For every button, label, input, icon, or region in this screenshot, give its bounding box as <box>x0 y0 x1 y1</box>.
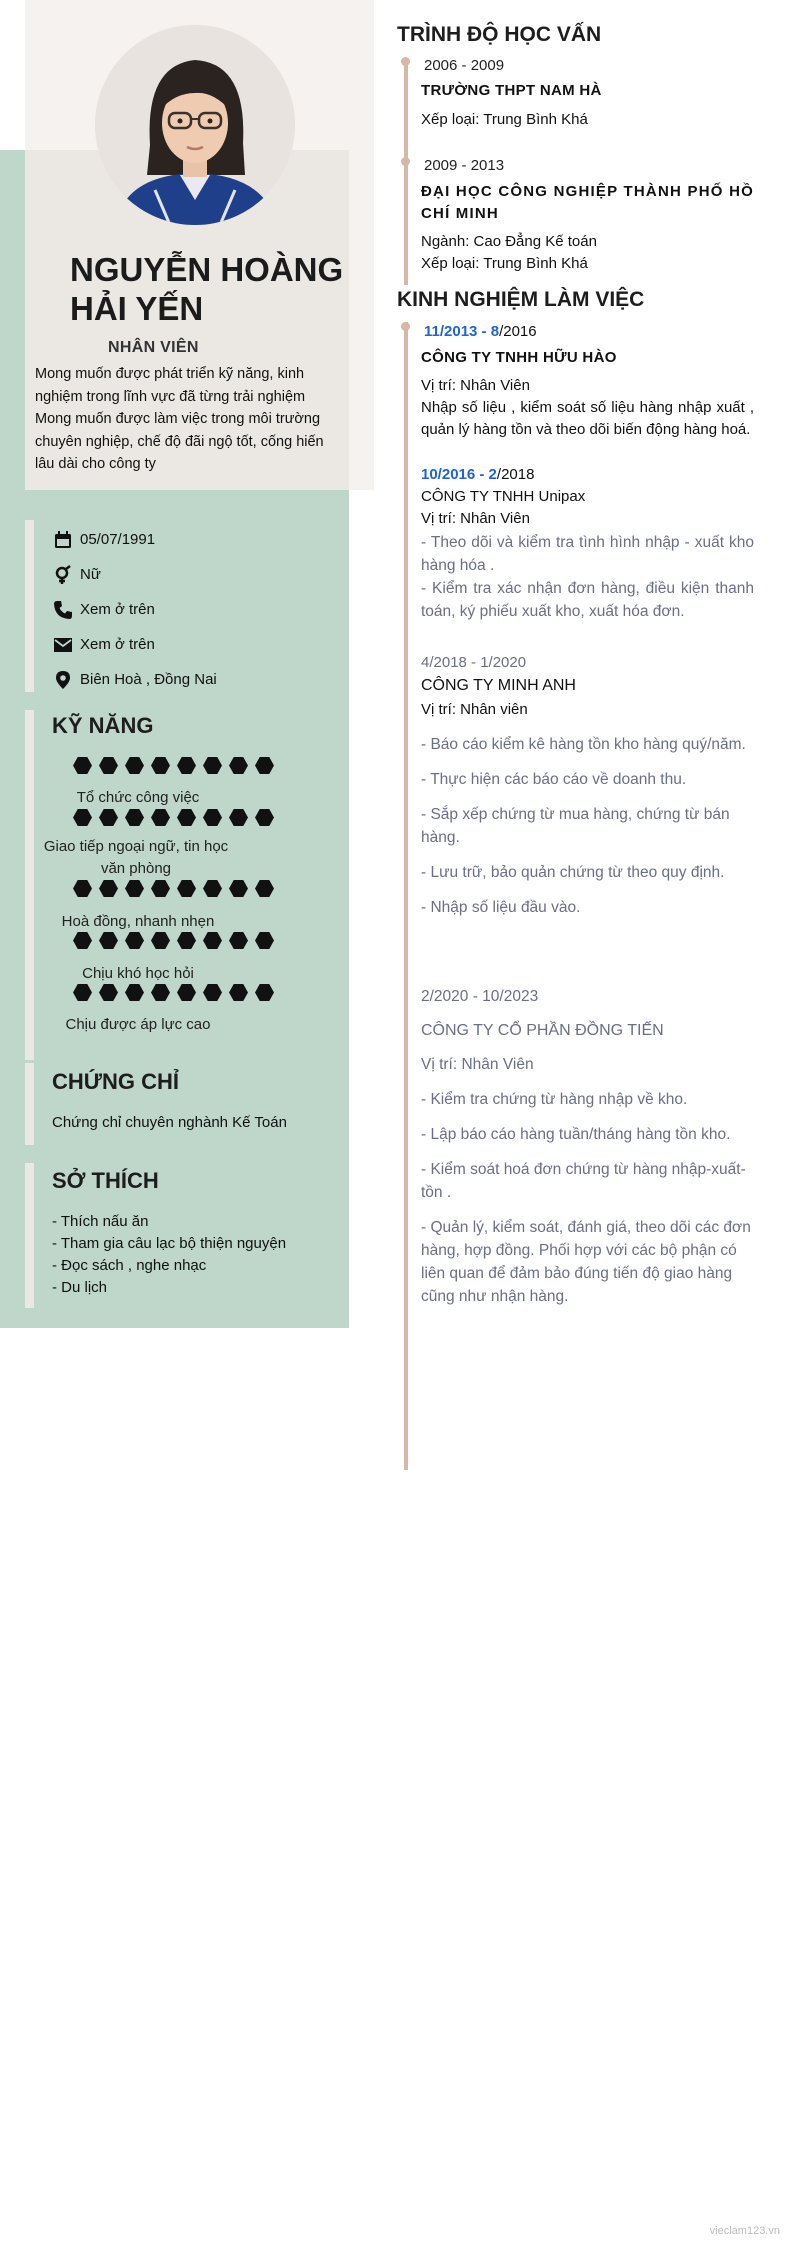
timeline-dot <box>401 157 410 166</box>
experience-timeline <box>404 322 408 1470</box>
hobby-list <box>52 1211 286 1299</box>
job-period-4: 2/2020 - 10/2023 <box>421 988 539 1005</box>
gender-icon <box>52 564 74 586</box>
certificates-strip <box>25 1063 34 1145</box>
skill-rating-1 <box>73 757 274 774</box>
name-line-2: HẢI YẾN <box>70 290 204 327</box>
job-position-3: Vị trí: Nhân viên <box>421 701 528 718</box>
skills-strip <box>25 710 34 1060</box>
contact-address <box>52 662 342 697</box>
hobby-item: - Tham gia câu lạc bộ thiện nguyện <box>52 1235 287 1252</box>
job-desc-2: - Theo dõi và kiểm tra tình hình nhập - xuất kho hàng hóa . - Kiểm tra xác nhận đơn hàng, điều kiện thanh toán, ký phiếu xuất kho, xuất hóa đơn. <box>421 534 754 620</box>
edu-grade-2: Xếp loại: Trung Bình Khá <box>421 255 588 272</box>
edu-period-1: 2006 - 2009 <box>424 57 505 74</box>
skill-rating-5 <box>73 984 274 1001</box>
job-period-2: 10/2016 - 2/2018 <box>421 466 535 483</box>
job-company-2: CÔNG TY TNHH Unipax <box>421 488 586 505</box>
name-line-1: NGUYỄN HOÀNG <box>70 251 344 288</box>
education-timeline <box>404 60 408 285</box>
experience-title: KINH NGHIỆM LÀM VIỆC <box>397 288 645 311</box>
job-title: NHÂN VIÊN <box>108 339 199 356</box>
job-desc-1: Nhập số liệu , kiểm soát số liệu hàng nhập xuất , quản lý hàng tồn và theo dõi biến động hàng hoá. <box>421 399 754 438</box>
watermark: vieclam123.vn <box>709 2225 780 2237</box>
job-period-1: 11/2013 - 8/2016 <box>424 323 537 340</box>
gender-text: Nữ <box>80 566 101 583</box>
address-text: Biên Hoà , Đồng Nai <box>80 671 217 688</box>
timeline-dot <box>401 322 410 331</box>
hobbies-strip <box>25 1163 34 1308</box>
skill-label: Hoà đồng, nhanh nhẹn <box>61 913 215 930</box>
timeline-dot <box>401 57 410 66</box>
job-company-4: CÔNG TY CỔ PHẦN ĐỒNG TIẾN <box>421 1022 664 1039</box>
avatar <box>95 25 295 225</box>
hobbies-title: SỞ THÍCH <box>52 1168 159 1193</box>
job-position-1: Vị trí: Nhân Viên <box>421 377 530 394</box>
edu-school-2: ĐẠI HỌC CÔNG NGHIỆP THÀNH PHỐ HỒ CHÍ MINH <box>421 183 754 222</box>
education-title: TRÌNH ĐỘ HỌC VẤN <box>397 23 602 46</box>
hobby-item: - Đọc sách , nghe nhạc <box>52 1257 207 1274</box>
birthday-text: 05/07/1991 <box>80 531 156 548</box>
skill-label: Chịu được áp lực cao <box>65 1016 211 1033</box>
job-company-1: CÔNG TY TNHH HỮU HÀO <box>421 349 617 366</box>
job-period-3: 4/2018 - 1/2020 <box>421 654 527 671</box>
contact-strip <box>25 520 34 692</box>
certificates-title: CHỨNG CHỈ <box>52 1069 180 1094</box>
skill-rating-3 <box>73 880 274 897</box>
job-desc-4: - Kiểm tra chứng từ hàng nhập về kho. - Lập báo cáo hàng tuần/tháng hàng tồn kho. - Kiểm soát hoá đơn chứng từ hàng nhập-xuất-tồn . - Quản lý, kiểm soát, đánh giá, theo dõi các đơn hàng, hợp đồng. Phối hợp với các bộ phận có liên quan để đảm bảo đúng tiến độ giao hàng cũng như nhận hàng. <box>421 1091 751 1305</box>
contact-list <box>52 522 342 697</box>
edu-major-2: Ngành: Cao Đẳng Kế toán <box>421 233 597 250</box>
certificate-item: Chứng chỉ chuyên nghành Kế Toán <box>52 1114 287 1131</box>
skill-label: Tổ chức công việc <box>76 789 200 806</box>
edu-period-2: 2009 - 2013 <box>424 157 505 174</box>
contact-birthday <box>52 522 342 557</box>
career-objective: Mong muốn được phát triển kỹ năng, kinh nghiệm trong lĩnh vực đã từng trải nghiệm Mong muốn được làm việc trong môi trường chuyên nghiệp, chế độ đãi ngộ tốt, cống hiến lâu dài cho công ty <box>35 366 324 472</box>
hobby-item: - Thích nấu ăn <box>52 1213 149 1230</box>
edu-school-1: TRƯỜNG THPT NAM HÀ <box>421 82 602 99</box>
candidate-name <box>70 250 350 328</box>
calendar-icon <box>52 529 74 551</box>
job-position-2: Vị trí: Nhân Viên <box>421 510 530 527</box>
job-position-4: Vị trí: Nhân Viên <box>421 1056 534 1073</box>
location-pin-icon <box>52 669 74 691</box>
skill-rating-2 <box>73 809 274 826</box>
skills-title: KỸ NĂNG <box>52 713 154 738</box>
skill-label: Chịu khó học hỏi <box>82 965 194 982</box>
contact-phone <box>52 592 342 627</box>
edu-grade-1: Xếp loại: Trung Bình Khá <box>421 111 588 128</box>
skill-rating-4 <box>73 932 274 949</box>
skill-label: Giao tiếp ngoại ngữ, tin học văn phòng <box>43 838 229 877</box>
contact-email <box>52 627 342 662</box>
phone-text: Xem ở trên <box>80 601 155 618</box>
email-text: Xem ở trên <box>80 636 155 653</box>
contact-gender <box>52 557 342 592</box>
hobby-item: - Du lịch <box>52 1279 108 1296</box>
job-company-3: CÔNG TY MINH ANH <box>421 677 576 694</box>
profile-photo <box>95 25 295 225</box>
phone-icon <box>52 599 74 621</box>
email-icon <box>52 634 74 656</box>
job-desc-3: - Báo cáo kiểm kê hàng tồn kho hàng quý/năm. - Thực hiện các báo cáo về doanh thu. - Sắp xếp chứng từ mua hàng, chứng từ bán hàng. - Lưu trữ, bảo quản chứng từ theo quy định. - Nhập số liệu đầu vào. <box>421 736 746 916</box>
